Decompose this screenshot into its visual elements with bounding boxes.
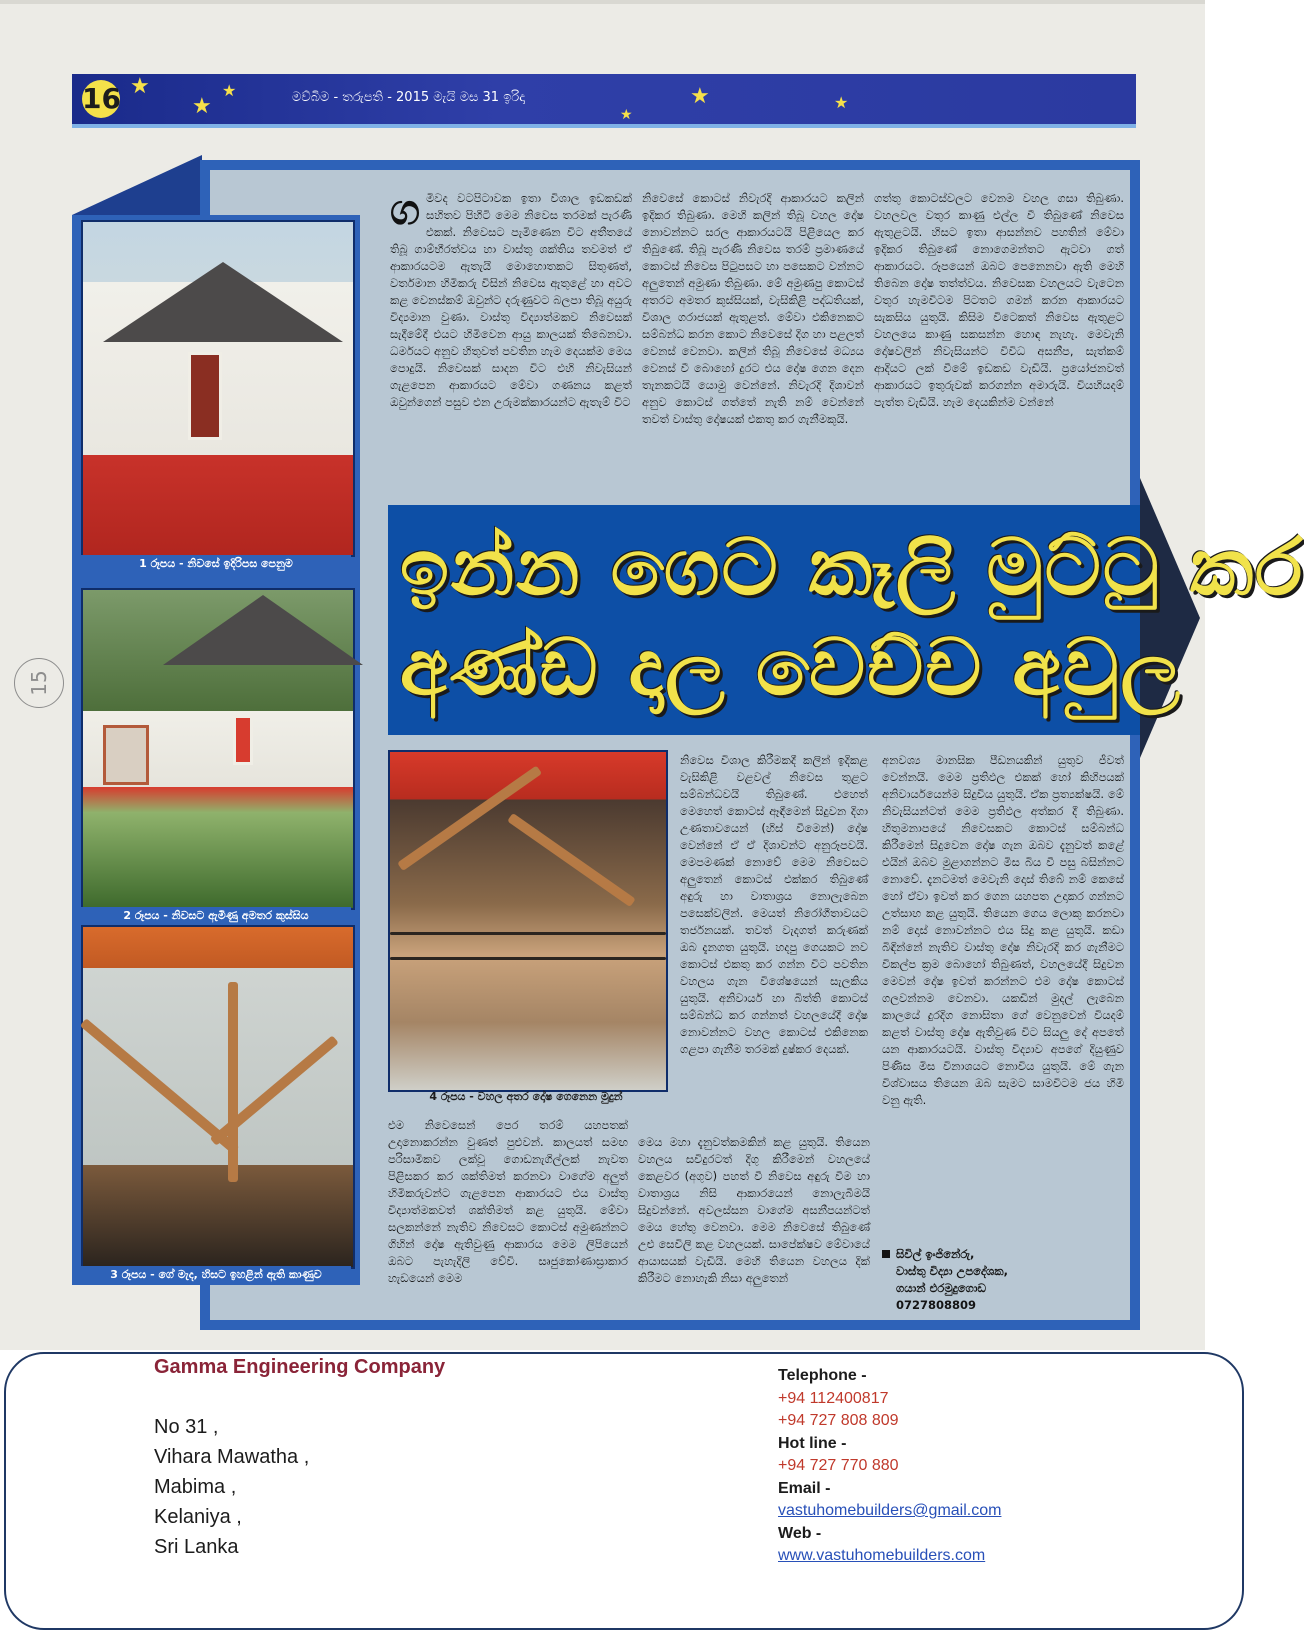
author-phone: 0727808809 bbox=[896, 1298, 977, 1312]
author-line-3: ගයාන් එරමුදුගොඩ bbox=[896, 1281, 987, 1295]
website-link[interactable]: www.vastuhomebuilders.com bbox=[778, 1547, 986, 1564]
frame-arrow bbox=[72, 155, 202, 215]
window bbox=[233, 715, 253, 765]
email-label: Email - bbox=[778, 1479, 831, 1497]
address-line: Kelaniya , bbox=[154, 1506, 242, 1528]
publication-line: මව්බිම - තරුපති - 2015 මැයි මස 31 ඉරිදා bbox=[292, 90, 525, 105]
article-column-1 bbox=[390, 185, 632, 490]
headline-line-1: ඉන්න ගෙට කෑලි මුට්ටු කර bbox=[400, 523, 1304, 613]
page-number: 16 bbox=[82, 80, 120, 118]
author-line-1: සිවිල් ඉංජිනේරු, bbox=[896, 1247, 975, 1261]
company-name: Gamma Engineering Company bbox=[154, 1356, 446, 1378]
star-icon: ★ bbox=[130, 74, 150, 99]
roof-shape bbox=[103, 262, 343, 342]
email-link[interactable]: vastuhomebuilders@gmail.com bbox=[778, 1502, 1002, 1519]
roof-beam bbox=[507, 813, 636, 907]
article-column-3: ගත්තු කොටස්වලට වෙනම වහල ගසා තිබුණා. වහලවල වතුර කාණු එල්ල වී තිබුණේ නිවෙස ඇතුළටයි. හිසට ඉතා ආසන්නව පහතින් මේවා ඉදිකර තිබුණේ නොගෙමන්තට ඇටවා ගත් ආකාරයට. රූපයෙන් ඔබට පෙනෙනවා ඇති මෙහි තිබෙන දෝෂ තත්ත්වය. නිවෙසක වහලයට වැටෙන වතුර හැමවිටම පිටතට ගමන් කරන ආකාරයට සැකසිය යුතුයි. කිසිම විටෙකත් නිවෙස ඇතුළට වහලයෙ කාණු සකසන්න හොඳ නැහැ. මෙවැනි දෝෂවලින් නිවැසියන්ට විවිධ අසනීප, සැත්කම් ආදියට ලක් වීමේ ඉඩකඩ වැඩියි. ප්‍රයෝජනවත් ආකාරයට ඉතුරුවක් කරගන්න අමාරුයි. වියහියදම් පැත්ත වැඩියි. හැම දෙයකින්ම වන්නේ bbox=[874, 191, 1124, 409]
article-column-6: එම නිවෙසෙන් පෙර තරම් යහපතක් උදානොකරන්න වුණත් පුළුවන්. කාලයත් සමඟ පරිසාමිකව ලක්වූ ගොඩනැගිල්ලක් නැවත පිළිසකර කර ශක්තිමත් කරනවා වාගේම අලුත් හිමිකරුවන්ට ගැළපෙන ආකාරයට එය වාස්තු විද්‍යාත්මකවත් ශක්තිමත් කළ යුතුයි. මේවා සලකන්නේ නැතිව නිවෙසට කොටස් අමුණන්නට ගිහින් දෝෂ ඇතිවුණු ආකාරය මෙම ලිපියෙන් ඔබට පැහැදිලි වේවි. සෘජුකෝණාස්‍රාකාර හැඩයෙන් මෙම bbox=[388, 1118, 628, 1285]
bullet-icon bbox=[882, 1250, 890, 1258]
window bbox=[188, 352, 222, 440]
company-address bbox=[154, 1412, 309, 1562]
address-line: No 31 , bbox=[154, 1416, 219, 1438]
roof-beam bbox=[228, 982, 238, 1182]
star-icon: ★ bbox=[620, 107, 633, 123]
article-column-7: මෙය මහා දැනුවත්කමකින් කළ යුතුයි. තියෙන වහලය සවිදුරටත් දිගු කිරීමෙන් වහලයේ කෙළවර (අගුව) පහත් වී නිවෙස අඳුරු වීම හා වාතාශ්‍රය නිසි ආකාරයෙන් නොලැබීමයි සිදුවන්නේ. අවලස්සන වාගේම අසනීපයන්ටත් මෙය හේතු වෙනවා. මෙම නිවෙසේ තිබුණේ උළු සෙවිලි කළ වහලයක්. සාපේක්ෂව මේවායේ ආයාසයක් වැඩියි. මෙහි තියෙන වහලය දික් කිරීමට නොහැකි නිසා අලුතෙන් bbox=[638, 1135, 870, 1285]
author-block bbox=[882, 1246, 1122, 1314]
door bbox=[103, 725, 149, 785]
address-line: Mabima , bbox=[154, 1476, 237, 1498]
article-column-2: නිවෙසේ කොටස් නිවැරදි ආකාරයට කලින් ඉදිකර තිබුණා. මෙහි කලින් තිබූ වහල දෝෂ නොවන්නට සරල ආකාරයටයි පිළියෙල කර තිබුණේ. තිබූ පැරණි නිවෙස තරම් ප්‍රමාණයේ කොටස් නිවෙස පිටුපසට හා පසෙකට වන්නට අලුතෙන් අමුණා තිබුණා. මේ අමුණපු කොටස් අතරට අමතර කුස්සියක්, වැසිකිළි පද්ධතියක්, විශාල ගරාජයක් ඇතුළත්. මේවා එකිනෙකට සම්බන්ධ කරන කොට නිවෙසේ දිග හා පළලත් වෙනස් වෙනවා. කලින් තිබූ නිවෙසේ මධ්‍යය වෙනස් වී බොහෝ දුරට එය දෝෂ ගෙන දෙන තැනකටයි යොමු වෙන්නේ. නිවැරදි දිශාවන් අනුව කොටස් ගත්තේ නැති නම් වෙන්නේ තවත් වාස්තු දෝෂයක් එකතු කර ගැනීමකුයි. bbox=[642, 191, 864, 426]
article-column-5: අනවශ්‍ය මානසික පීඩනයකින් යුතුව ජීවත් වෙන්නයි. මෙම ප්‍රතිඵල එකක් හෝ කිහිපයක් අනිවාර්යයෙන්ම සිදුවිය යුතුයි. ඒක ප්‍රත්‍යක්ෂයි. මේ නිවැසියන්ටත් මෙම ප්‍රතිඵල අත්කර දී තිබුණා. හිතුමනාපයේ නිවෙසකට කොටස් සම්බන්ධ කිරීමෙන් සිදුවෙන දෝෂ ගැන ඔබව දැනුවත් කළේ එයින් ඔබව මුළාගන්නට මිස බිය වී පසු බසින්නට නොවේ. දැනටමත් මෙවැනි දොස් තිබේ නම් කෙසේ හෝ ඒවා ඉවත් කර ගෙන යහපත උදාකර ගන්නට උත්සාහ කළ යුතුයි. තියෙන ගෙය ලොකු කරනවා නම් දොස් නොවන්නට එය සිදු කළ යුතුයි. කඩා බිඳින්නේ නැතිව වාස්තු දෝෂ නිවැරදි කර ගැනීමට විකල්ප ක්‍රම බොහෝ තිබුණත්, වහලයේදී සිදුවන මෙවන් දෝෂ ඉවත් කරන්නට එම දෝෂ කොටස් ගලවන්නම වෙනවා. යකඩින් මුදල් ලැබෙන කාලයේ දුරදිග නොසිතා ගේ වෙනුවෙන් වියදම් කළත් වාස්තු දෝෂ ඇතිවුණ විට සියලු දේ අපතේ යන ආකාරයටයි. වාස්තු විද්‍යාව අපගේ දියුණුව පිණිස මිස විනාශයට නොවිය යුතුයි. මේ ගැන විශ්වාසය තියෙන ඔබ සැමට සාමවිටම ජය හිමි වනු ඇති. bbox=[882, 753, 1124, 1107]
hotline-number[interactable]: +94 727 770 880 bbox=[778, 1457, 899, 1474]
photo-caption-1: 1 රූපය - නිවසේ ඉදිරිපස පෙනුම bbox=[81, 555, 351, 573]
photo-roof-junction bbox=[388, 750, 668, 1092]
photo-caption-3: 3 රූපය - ගේ මැද, හිසට ඉහළින් ඇති කාණුව bbox=[81, 1266, 351, 1284]
photo-caption-2: 2 රූපය - නිවසට ඇමිණු අමතර කුස්සිය bbox=[81, 907, 351, 925]
drop-cap: ග bbox=[390, 185, 421, 234]
article-column-4: නිවෙස විශාල කිරීමකදී කලින් ඉදිකළ වැසිකිළි වළවල් නිවෙස තුළට සම්බන්ධවයි තිබුණේ. එහෙත් මෙහෙත් කොටස් ඈඳීමෙන් සිදුවන දිගා උණතාවයෙන් (හිස් වීමෙන්) දෝෂ වෙන්නේ ඒ ඒ දිශාවන්ට අනුරූපවයි. මෙපමණක් නොවේ මෙම නිවෙසට අලුතෙන් කොටස් එක්කර තිබුණේ අඳුරු හා වාතාශ්‍රය නොලැබෙන පසෙක්වලින්. මෙයත් නිරෝගීතාවයට තර්ජනයක්. තවත් වැදගත් කරුණක් ඔබ දැනගත යුතුයි. හදපු ගෙයකට නව කොටස් එකතු කර ගන්න විට පවතින වහලය ගැන විශේෂයෙන් සැලකිය යුතුයි. අනිවාර්ය හා බිත්ති කොටස් සම්බන්ධ කර ගන්නත් වහලයේදී දෝෂ නොවන්නට වහල කොටස් එකිනෙක ගළපා ගැනීම තරමක් දුෂ්කර දෙයක්. bbox=[680, 753, 868, 1056]
star-icon: ★ bbox=[834, 93, 849, 112]
telephone-number[interactable]: +94 727 808 809 bbox=[778, 1412, 899, 1429]
wire-line bbox=[390, 932, 666, 935]
column-text: මිවද වටපිටාවක ඉතා විශාල ඉඩකඩක් සහිතව පිහිටි මෙම නිවෙස තරමක් පැරණි එකක්. නිවෙසට පැමිණෙන විට අතීතයේ තිබූ ගාම්භීරත්වය හා වාස්තු ශක්තිය තවමත් ඒ ආකාරයටම ඇතැයි මොහොතකට සිතුණත්, වර්තමාන හිමිකරු විසින් නිවෙස ඇතුළේ හා අවට කළ වෙනස්කම් ඔවුන්ට දරුණුවට බලපා තිබූ අයුරු විද්‍යමාන වුණා. වාස්තු විද්‍යාත්මකව නිවෙසක් සැදීමේදී එයට හිමිවෙන ආයු කාලයක් තිබෙනවා. ධර්මයට අනුව හිතුවත් පවතින හැම දෙයක්ම මෙය පොදුයි. නිවෙසක් සාදන විට එහි නිවැසියන් ගැළපෙන ආකාරයට මේවා ගණනය කළත් ඔවුන්ගෙන් පසුව එන උරුමක්කාරයන්ට ඇතැම් විට bbox=[390, 191, 632, 409]
star-icon: ★ bbox=[690, 84, 710, 109]
photo-gutter-over-head bbox=[81, 925, 355, 1269]
address-line: Sri Lanka bbox=[154, 1536, 239, 1558]
web-label: Web - bbox=[778, 1524, 822, 1542]
telephone-label: Telephone - bbox=[778, 1367, 867, 1384]
headline-line-2: අණ්ඩ දාල වෙච්ච අවුල bbox=[400, 623, 1183, 713]
photo-annex-kitchen bbox=[81, 588, 355, 910]
photo-house-front bbox=[81, 220, 355, 557]
address-line: Vihara Mawatha , bbox=[154, 1446, 310, 1468]
star-icon: ★ bbox=[192, 94, 212, 119]
author-line-2: වාස්තු විද්‍යා උපදේශක, bbox=[896, 1264, 1008, 1278]
star-icon: ★ bbox=[222, 81, 237, 100]
roof-shape bbox=[163, 595, 363, 665]
wire-line bbox=[390, 957, 666, 960]
margin-annotation: 15 bbox=[14, 658, 64, 708]
telephone-number[interactable]: +94 112400817 bbox=[778, 1389, 889, 1407]
contact-details bbox=[778, 1365, 1001, 1568]
photo-caption-4: 4 රූපය - වහල අතර දෝෂ ගෙනෙන මුදුන් bbox=[429, 1090, 623, 1103]
page-header-bar bbox=[72, 74, 1136, 128]
headline-tail bbox=[1140, 478, 1200, 758]
hotline-label: Hot line - bbox=[778, 1434, 847, 1452]
scan-edge bbox=[0, 0, 1205, 4]
